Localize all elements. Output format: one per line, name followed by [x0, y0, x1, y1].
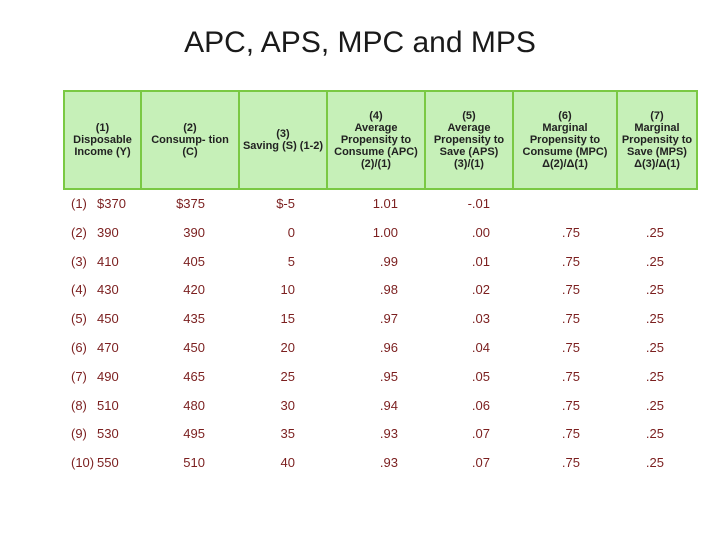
cell-saving: 40	[280, 455, 295, 471]
cell-saving: 30	[280, 397, 295, 413]
header-row	[63, 90, 698, 190]
row-index: (9)	[71, 426, 87, 442]
cell-aps: .05	[471, 368, 490, 384]
cell-apc: .98	[379, 282, 398, 298]
cell-income: 490	[97, 368, 119, 384]
cell-apc: .93	[379, 426, 398, 442]
page-title: APC, APS, MPC and MPS	[184, 26, 536, 59]
cell-income: 430	[97, 282, 119, 298]
cell-mps: .25	[645, 282, 664, 298]
cell-income: 530	[97, 426, 119, 442]
header-disposable-income: (1) Disposable Income (Y)	[64, 91, 141, 189]
cell-consumption: 435	[183, 311, 205, 327]
cell-income: 390	[97, 224, 119, 240]
cell-saving: 35	[280, 426, 295, 442]
cell-apc: 1.00	[372, 224, 398, 240]
cell-consumption: 480	[183, 397, 205, 413]
cell-saving: 15	[280, 311, 295, 327]
cell-mps: .25	[645, 224, 664, 240]
header-aps: (5) Average Propensity to Save (APS) (3)/(1)	[425, 91, 513, 189]
cell-aps: .03	[471, 311, 490, 327]
cell-saving: 10	[280, 282, 295, 298]
cell-apc: .99	[379, 253, 398, 269]
cell-mpc: .75	[561, 368, 580, 384]
cell-mpc: .75	[561, 224, 580, 240]
row-index: (8)	[71, 397, 87, 413]
cell-aps: .01	[471, 253, 490, 269]
cell-aps: .06	[471, 397, 490, 413]
row-index: (7)	[71, 368, 87, 384]
cell-mps: .25	[645, 397, 664, 413]
cell-mps: .25	[645, 311, 664, 327]
cell-mpc: .75	[561, 426, 580, 442]
cell-mps: .25	[645, 426, 664, 442]
cell-mps: .25	[645, 339, 664, 355]
cell-aps: .02	[471, 282, 490, 298]
header-mpc: (6) Marginal Propensity to Consume (MPC) Δ(2)/Δ(1)	[513, 91, 617, 189]
cell-saving: 25	[280, 368, 295, 384]
cell-aps: -.01	[467, 196, 490, 211]
cell-saving: $-5	[276, 196, 295, 211]
cell-income: 450	[97, 311, 119, 327]
row-index: (4)	[71, 282, 87, 298]
cell-income: 550	[97, 455, 119, 471]
cell-apc: 1.01	[372, 196, 398, 211]
cell-consumption: 390	[183, 224, 205, 240]
cell-apc: .94	[379, 397, 398, 413]
row-index: (1)	[71, 196, 87, 211]
cell-income: $370	[97, 196, 126, 211]
cell-apc: .95	[379, 368, 398, 384]
cell-apc: .97	[379, 311, 398, 327]
cell-mpc: .75	[561, 339, 580, 355]
header-apc: (4) Average Propensity to Consume (APC) (2)/(1)	[327, 91, 425, 189]
row-index: (2)	[71, 224, 87, 240]
cell-aps: .04	[471, 339, 490, 355]
cell-consumption: 420	[183, 282, 205, 298]
cell-mpc: .75	[561, 397, 580, 413]
cell-consumption: 405	[183, 253, 205, 269]
cell-income: 410	[97, 253, 119, 269]
cell-mpc: .75	[561, 455, 580, 471]
cell-saving: 5	[287, 253, 295, 269]
row-index: (3)	[71, 253, 87, 269]
cell-mps: .25	[645, 455, 664, 471]
row-index: (6)	[71, 339, 87, 355]
cell-income: 510	[97, 397, 119, 413]
cell-consumption: 510	[183, 455, 205, 471]
cell-consumption: 450	[183, 339, 205, 355]
cell-consumption: $375	[176, 196, 205, 211]
cell-saving: 20	[280, 339, 295, 355]
cell-mpc: .75	[561, 253, 580, 269]
cell-mpc: .75	[561, 311, 580, 327]
row-index: (10)	[71, 455, 95, 471]
cell-consumption: 495	[183, 426, 205, 442]
cell-aps: .07	[471, 426, 490, 442]
header-saving: (3) Saving (S) (1-2)	[239, 91, 327, 189]
cell-apc: .96	[379, 339, 398, 355]
cell-apc: .93	[379, 455, 398, 471]
cell-mps: .25	[645, 253, 664, 269]
cell-mps: .25	[645, 368, 664, 384]
cell-income: 470	[97, 339, 119, 355]
cell-mpc: .75	[561, 282, 580, 298]
header-consumption: (2) Consump- tion (C)	[141, 91, 239, 189]
cell-saving: 0	[287, 224, 295, 240]
cell-consumption: 465	[183, 368, 205, 384]
row-index: (5)	[71, 311, 87, 327]
cell-aps: .07	[471, 455, 490, 471]
cell-aps: .00	[471, 224, 490, 240]
header-mps: (7) Marginal Propensity to Save (MPS) Δ(3)/Δ(1)	[617, 91, 697, 189]
